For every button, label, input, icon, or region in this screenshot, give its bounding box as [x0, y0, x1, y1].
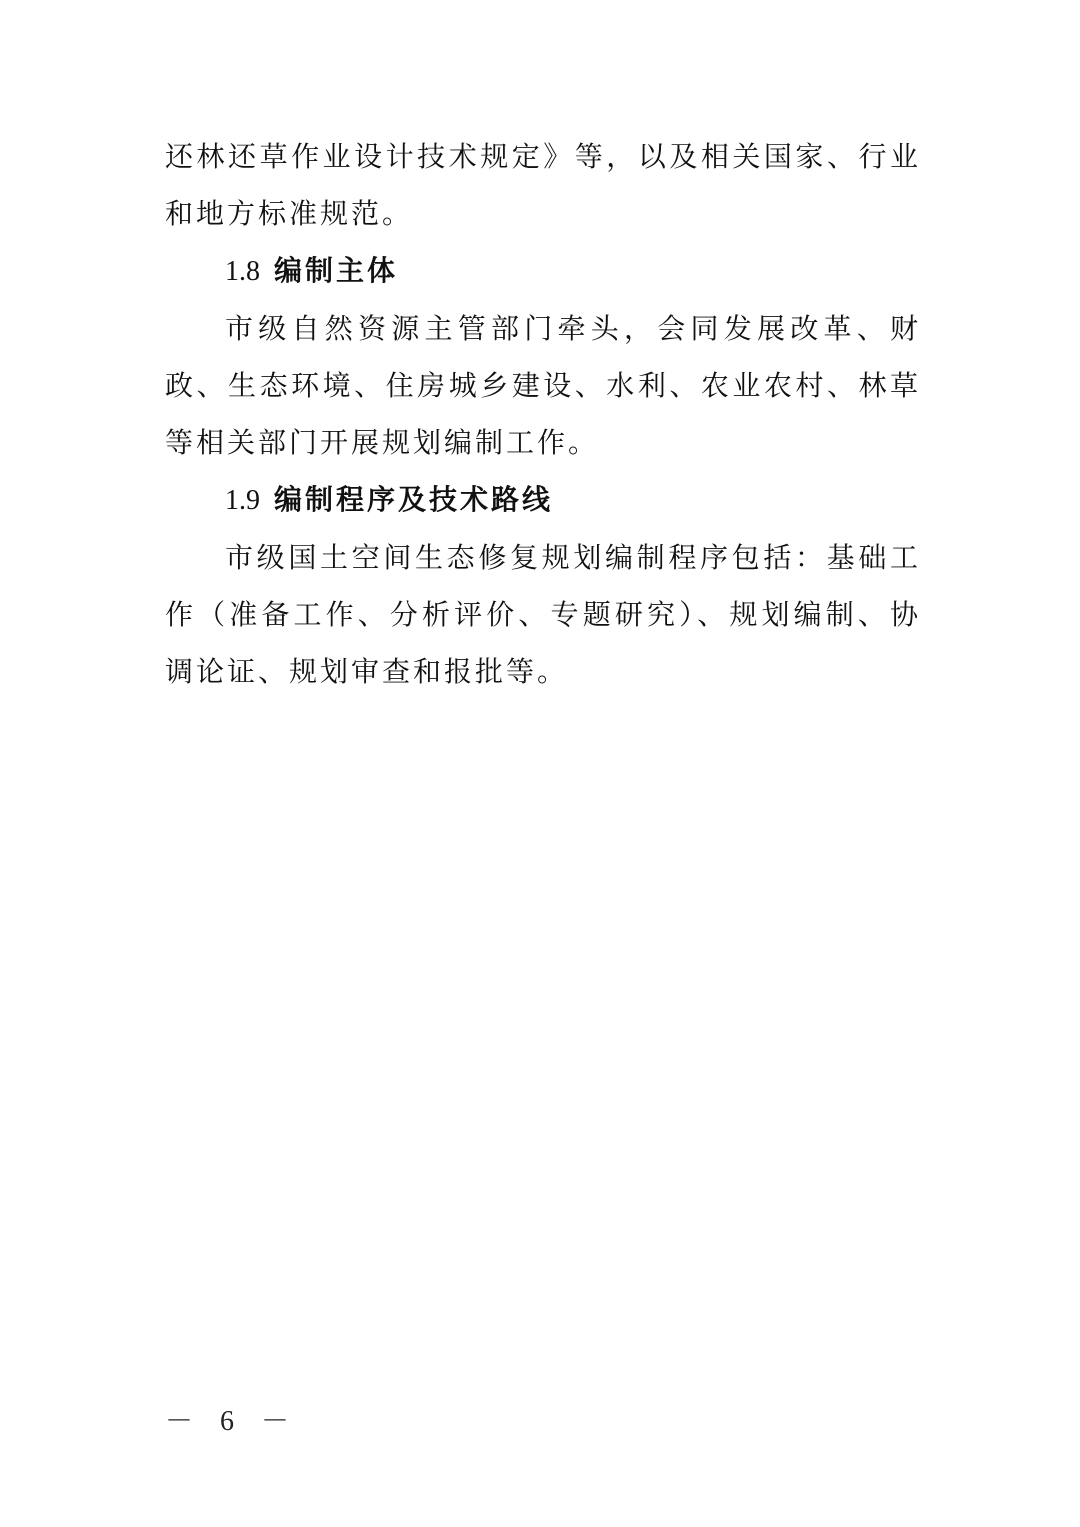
section-title: 编制程序及技术路线 — [274, 483, 554, 516]
section-heading-1-9 — [165, 471, 921, 529]
paragraph-compilation-procedure: 市级国土空间生态修复规划编制程序包括：基础工作（准备工作、分析评价、专题研究）、规划编制、协调论证、规划审查和报批等。 — [165, 541, 921, 688]
section-title: 编制主体 — [274, 254, 399, 287]
section-heading-1-8 — [165, 242, 921, 300]
page-content — [165, 128, 921, 700]
section-number: 1.9 — [225, 485, 260, 516]
paragraph-standards: 还林还草作业设计技术规定》等，以及相关国家、行业和地方标准规范。 — [165, 140, 921, 230]
paragraph-compilation-subject: 市级自然资源主管部门牵头，会同发展改革、财政、生态环境、住房城乡建设、水利、农业农村、林草等相关部门开展规划编制工作。 — [165, 312, 921, 459]
page-number: － 6 － — [165, 1406, 300, 1437]
section-number: 1.8 — [225, 256, 260, 287]
